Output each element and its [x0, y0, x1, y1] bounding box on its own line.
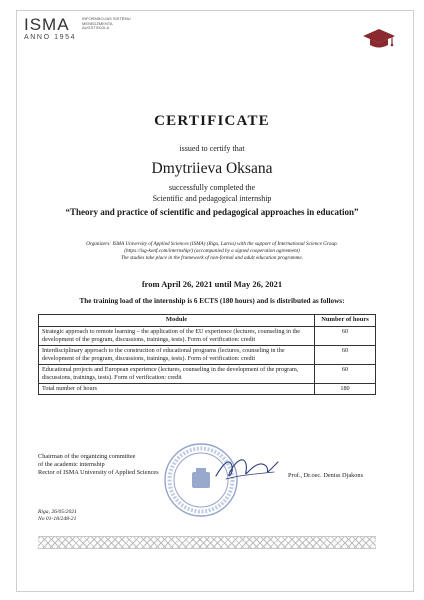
table-row: [39, 365, 376, 384]
table-header-row: [39, 315, 376, 327]
organizers-line-1: Organizers: ISMA University of Applied Sciences (ISMA) (Riga, Latvia) with the support of International Science Group.: [86, 241, 338, 247]
reference-block: [38, 509, 77, 523]
logo-text: ISMA: [24, 15, 70, 34]
column-header-hours: Number of hours: [315, 315, 376, 327]
chairman-line-2: of the academic internship: [38, 461, 105, 468]
internship-theme: “Theory and practice of scientific and pedagogical approaches in education”: [65, 207, 359, 217]
total-row: [39, 384, 376, 395]
column-header-module: Module: [39, 315, 315, 327]
decorative-border: [38, 536, 376, 549]
chairman-line-1: Chairman of the organizing committee: [38, 453, 136, 460]
chairman-block: [38, 453, 159, 477]
total-label: Total number of hours: [39, 384, 315, 395]
signatory-name: Prof., Dr.oec. Deniss Djakons: [288, 472, 364, 479]
module-cell: Interdisciplinary approach to the construction of educational programs (lectures, counseling in the development of the program, discussions, trainings, tests). Form of verification: credit: [39, 346, 315, 365]
internship-period: from April 26, 2021 until May 26, 2021: [141, 279, 283, 289]
issued-text: issued to certify that: [179, 144, 245, 153]
hours-cell: 60: [315, 365, 376, 384]
logo-subtitle: INFORMĀCIJAS SISTĒMU MENEDŽMENTA AUGSTSKOLA: [82, 16, 131, 31]
logo-year: ANNO 1954: [24, 34, 77, 41]
total-hours: 180: [315, 384, 376, 395]
table-row: [39, 346, 376, 365]
organizers-note: [48, 241, 376, 262]
internship-type: Scientific and pedagogical internship: [152, 194, 272, 203]
modules-table: [38, 314, 376, 395]
hours-cell: 60: [315, 346, 376, 365]
table-row: [39, 327, 376, 346]
completed-text: successfully completed the: [168, 183, 256, 192]
training-load: The training load of the internship is 6 ECTS (180 hours) and is distributed as follows:: [79, 297, 345, 305]
organizers-line-3: The studies take place in the framework of non-formal and adult education programme.: [120, 255, 304, 261]
organizers-line-2: (https://isg-konf.com/internship/) (accompanied by a signed cooperation agreement): [124, 248, 300, 254]
module-cell: Educational projects and European experience (lectures, counseling in the development of the program, discussions, trainings, tests). Form of verification: credit: [39, 365, 315, 384]
handwritten-signature: [212, 452, 282, 486]
chairman-line-3: Rector of ISMA University of Applied Sciences: [38, 469, 159, 476]
recipient-name: Dmytriieva Oksana: [151, 160, 273, 177]
module-cell: Strategic approach to remote learning – the application of the EU experience (lectures, counseling in the development of the program, discussions, trainings, tests). Form of verification: credit: [39, 327, 315, 346]
hours-cell: 60: [315, 327, 376, 346]
registration-number: No 01-18/248-21: [38, 516, 77, 522]
isma-logo: [24, 15, 131, 41]
graduation-cap-icon: [362, 28, 396, 50]
certificate-title: CERTIFICATE: [154, 113, 270, 129]
place-date: Riga, 26/05/2021: [38, 509, 77, 515]
